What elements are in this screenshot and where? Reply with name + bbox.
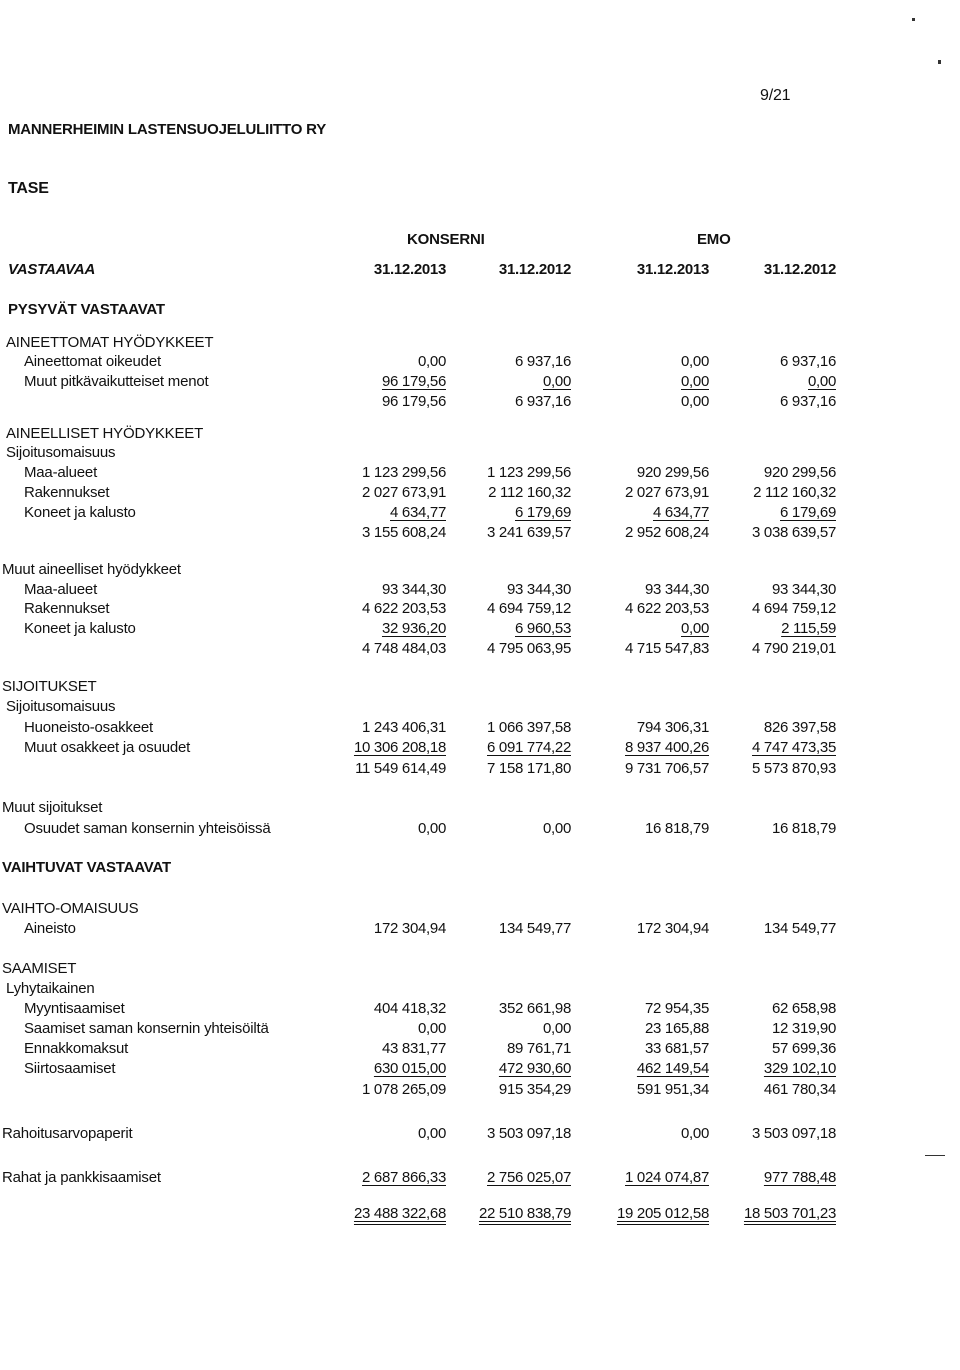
value-konserni-2013: 32 936,20 — [381, 620, 446, 637]
row-label: Osuudet saman konsernin yhteisöissä — [24, 820, 271, 837]
heading-pysyvat-vastaavat: PYSYVÄT VASTAAVAT — [8, 301, 165, 318]
value-konserni-2013: 404 418,32 — [373, 1000, 446, 1017]
date-header-konserni-2012: 31.12.2012 — [498, 261, 571, 278]
value-emo-2012: 2 112 160,32 — [753, 484, 836, 501]
value-konserni-2013: 4 634,77 — [390, 504, 446, 521]
value-konserni-2012: 1 066 397,58 — [487, 719, 571, 736]
subtotal-konserni-2012: 6 937,16 — [515, 393, 571, 410]
subtotal-row — [0, 394, 960, 412]
row-label: AINEELLISET HYÖDYKKEET — [6, 425, 204, 442]
row-label: Maa-alueet — [24, 464, 98, 481]
row-label: Lyhytaikainen — [6, 980, 95, 997]
total-emo-2013: 19 205 012,58 — [616, 1205, 709, 1222]
value-emo-2012: 12 319,90 — [771, 1020, 836, 1037]
value-konserni-2013: 1 243 406,31 — [362, 719, 446, 736]
total-konserni-2013: 23 488 322,68 — [353, 1205, 446, 1222]
value-konserni-2012: 6 937,16 — [515, 353, 571, 370]
row-label: Muut pitkävaikutteiset menot — [24, 373, 209, 390]
value-konserni-2012: 472 930,60 — [498, 1060, 571, 1077]
row-label: Koneet ja kalusto — [24, 504, 136, 521]
value-emo-2012: 0,00 — [808, 373, 836, 390]
subtotal-emo-2013: 4 715 547,83 — [625, 640, 709, 657]
table-row — [0, 354, 960, 372]
row-label: Rahat ja pankkisaamiset — [2, 1169, 161, 1186]
value-konserni-2012: 352 661,98 — [498, 1000, 571, 1017]
value-konserni-2013: 2 027 673,91 — [362, 484, 446, 501]
grand-total-row — [0, 1206, 960, 1224]
value-konserni-2012: 6 960,53 — [515, 620, 571, 637]
value-konserni-2012: 6 179,69 — [515, 504, 571, 521]
value-emo-2012: 6 179,69 — [780, 504, 836, 521]
scan-mark — [912, 18, 915, 21]
subtotal-konserni-2012: 7 158 171,80 — [487, 760, 571, 777]
subtotal-konserni-2012: 3 241 639,57 — [487, 524, 571, 541]
value-konserni-2013: 2 687 866,33 — [362, 1169, 446, 1186]
date-header-emo-2012: 31.12.2012 — [763, 261, 836, 278]
row-label: Siirtosaamiset — [24, 1060, 116, 1077]
value-emo-2013: 462 149,54 — [636, 1060, 709, 1077]
value-konserni-2013: 172 304,94 — [373, 920, 446, 937]
row-label: Ennakkomaksut — [24, 1040, 129, 1057]
subtotal-konserni-2013: 1 078 265,09 — [362, 1081, 446, 1098]
row-label: AINEETTOMAT HYÖDYKKEET — [6, 334, 214, 351]
section-row — [0, 562, 960, 580]
subtotal-emo-2012: 6 937,16 — [780, 393, 836, 410]
table-row — [0, 601, 960, 619]
subtotal-emo-2013: 9 731 706,57 — [625, 760, 709, 777]
value-emo-2013: 93 344,30 — [644, 581, 709, 598]
subtotal-row — [0, 761, 960, 779]
table-row — [0, 1170, 960, 1188]
value-konserni-2013: 93 344,30 — [381, 581, 446, 598]
table-row — [0, 582, 960, 600]
table-row — [0, 335, 960, 353]
value-konserni-2013: 0,00 — [418, 353, 446, 370]
value-konserni-2012: 2 756 025,07 — [487, 1169, 571, 1186]
value-emo-2013: 23 165,88 — [644, 1020, 709, 1037]
table-row — [0, 1021, 960, 1039]
value-konserni-2013: 0,00 — [418, 820, 446, 837]
section-row — [0, 426, 960, 444]
scan-mark — [938, 60, 941, 64]
table-row — [0, 740, 960, 758]
table-row — [0, 1001, 960, 1019]
value-emo-2013: 794 306,31 — [636, 719, 709, 736]
subtotal-emo-2013: 0,00 — [681, 393, 709, 410]
value-konserni-2013: 0,00 — [418, 1125, 446, 1142]
table-row — [0, 1126, 960, 1144]
subtotal-emo-2013: 591 951,34 — [636, 1081, 709, 1098]
row-label: Aineisto — [24, 920, 76, 937]
row-label: Sijoitusomaisuus — [6, 698, 116, 715]
section-row — [0, 961, 960, 979]
organization-name: MANNERHEIMIN LASTENSUOJELULIITTO RY — [8, 121, 327, 138]
table-row — [0, 1041, 960, 1059]
row-label: Muut aineelliset hyödykkeet — [2, 561, 181, 578]
subtotal-konserni-2013: 96 179,56 — [381, 393, 446, 410]
table-row — [0, 621, 960, 639]
row-label: Rakennukset — [24, 600, 110, 617]
value-konserni-2012: 4 694 759,12 — [487, 600, 571, 617]
date-header-konserni-2013: 31.12.2013 — [373, 261, 446, 278]
row-label: Sijoitusomaisuus — [6, 444, 116, 461]
value-emo-2013: 16 818,79 — [644, 820, 709, 837]
subtotal-konserni-2013: 11 549 614,49 — [355, 760, 446, 777]
value-emo-2013: 0,00 — [681, 1125, 709, 1142]
row-label: Huoneisto-osakkeet — [24, 719, 153, 736]
value-konserni-2013: 96 179,56 — [381, 373, 446, 390]
section-row — [0, 445, 960, 463]
value-emo-2012: 826 397,58 — [763, 719, 836, 736]
value-konserni-2013: 0,00 — [418, 1020, 446, 1037]
value-emo-2013: 2 027 673,91 — [625, 484, 709, 501]
value-emo-2012: 977 788,48 — [763, 1169, 836, 1186]
section-row — [0, 699, 960, 717]
row-label: Maa-alueet — [24, 581, 98, 598]
value-konserni-2013: 1 123 299,56 — [362, 464, 446, 481]
value-emo-2013: 1 024 074,87 — [625, 1169, 709, 1186]
subtotal-emo-2012: 3 038 639,57 — [752, 524, 836, 541]
subtotal-konserni-2012: 4 795 063,95 — [487, 640, 571, 657]
value-emo-2012: 329 102,10 — [763, 1060, 836, 1077]
value-konserni-2012: 134 549,77 — [498, 920, 571, 937]
subtotal-konserni-2013: 4 748 484,03 — [362, 640, 446, 657]
group-header-konserni: KONSERNI — [407, 231, 485, 248]
value-emo-2012: 134 549,77 — [763, 920, 836, 937]
heading-vaihtuvat-vastaavat: VAIHTUVAT VASTAAVAT — [2, 859, 171, 876]
row-label: Aineettomat oikeudet — [24, 353, 161, 370]
subtotal-emo-2012: 5 573 870,93 — [752, 760, 836, 777]
value-emo-2013: 920 299,56 — [636, 464, 709, 481]
group-header-emo: EMO — [697, 231, 731, 248]
value-emo-2012: 2 115,59 — [781, 620, 836, 637]
value-emo-2013: 0,00 — [681, 373, 709, 390]
row-label: Muut osakkeet ja osuudet — [24, 739, 191, 756]
subtotal-row — [0, 525, 960, 543]
table-row — [0, 485, 960, 503]
total-emo-2012: 18 503 701,23 — [743, 1205, 836, 1222]
value-emo-2013: 172 304,94 — [636, 920, 709, 937]
value-konserni-2012: 6 091 774,22 — [487, 739, 571, 756]
table-row — [0, 1061, 960, 1079]
subtotal-row — [0, 1082, 960, 1100]
section-vastaavaa: VASTAAVAA — [8, 261, 96, 278]
value-emo-2013: 8 937 400,26 — [625, 739, 709, 756]
value-konserni-2012: 93 344,30 — [506, 581, 571, 598]
row-label: Rahoitusarvopaperit — [2, 1125, 133, 1142]
subtotal-row — [0, 641, 960, 659]
row-label: Myyntisaamiset — [24, 1000, 125, 1017]
subtotal-emo-2012: 4 790 219,01 — [752, 640, 836, 657]
value-konserni-2012: 0,00 — [543, 1020, 571, 1037]
row-label: Saamiset saman konsernin yhteisöiltä — [24, 1020, 269, 1037]
row-label: Muut sijoitukset — [2, 799, 103, 816]
section-row — [0, 981, 960, 999]
page-number: 9/21 — [760, 87, 791, 104]
value-konserni-2012: 0,00 — [543, 373, 571, 390]
table-row — [0, 921, 960, 939]
section-row — [0, 679, 960, 697]
table-row — [0, 374, 960, 392]
value-konserni-2012: 0,00 — [543, 820, 571, 837]
table-row — [0, 720, 960, 738]
subtotal-emo-2012: 461 780,34 — [763, 1081, 836, 1098]
value-konserni-2013: 630 015,00 — [373, 1060, 446, 1077]
value-emo-2012: 16 818,79 — [771, 820, 836, 837]
row-label: VAIHTO-OMAISUUS — [2, 900, 139, 917]
value-emo-2012: 920 299,56 — [763, 464, 836, 481]
value-konserni-2013: 10 306 208,18 — [353, 739, 446, 756]
value-emo-2013: 33 681,57 — [644, 1040, 709, 1057]
subtotal-konserni-2012: 915 354,29 — [498, 1081, 571, 1098]
row-label: Koneet ja kalusto — [24, 620, 136, 637]
value-emo-2012: 6 937,16 — [780, 353, 836, 370]
value-emo-2013: 0,00 — [681, 620, 709, 637]
table-row — [0, 465, 960, 483]
value-emo-2013: 0,00 — [681, 353, 709, 370]
table-row — [0, 821, 960, 839]
value-emo-2012: 3 503 097,18 — [752, 1125, 836, 1142]
value-emo-2013: 72 954,35 — [644, 1000, 709, 1017]
section-row — [0, 800, 960, 818]
value-konserni-2013: 4 622 203,53 — [362, 600, 446, 617]
total-konserni-2012: 22 510 838,79 — [478, 1205, 571, 1222]
value-konserni-2012: 1 123 299,56 — [487, 464, 571, 481]
row-label: SIJOITUKSET — [2, 678, 97, 695]
table-row — [0, 505, 960, 523]
scan-mark — [925, 1155, 945, 1156]
section-row — [0, 901, 960, 919]
value-emo-2013: 4 622 203,53 — [625, 600, 709, 617]
value-emo-2012: 93 344,30 — [771, 581, 836, 598]
value-emo-2013: 4 634,77 — [653, 504, 709, 521]
value-emo-2012: 4 747 473,35 — [752, 739, 836, 756]
value-emo-2012: 4 694 759,12 — [752, 600, 836, 617]
row-label: Rakennukset — [24, 484, 110, 501]
row-label: SAAMISET — [2, 960, 77, 977]
value-konserni-2013: 43 831,77 — [381, 1040, 446, 1057]
subtotal-emo-2013: 2 952 608,24 — [625, 524, 709, 541]
value-emo-2012: 62 658,98 — [771, 1000, 836, 1017]
value-konserni-2012: 2 112 160,32 — [488, 484, 571, 501]
value-konserni-2012: 3 503 097,18 — [487, 1125, 571, 1142]
subtotal-konserni-2013: 3 155 608,24 — [362, 524, 446, 541]
date-header-emo-2013: 31.12.2013 — [636, 261, 709, 278]
value-konserni-2012: 89 761,71 — [506, 1040, 571, 1057]
value-emo-2012: 57 699,36 — [771, 1040, 836, 1057]
document-title: TASE — [8, 180, 49, 197]
